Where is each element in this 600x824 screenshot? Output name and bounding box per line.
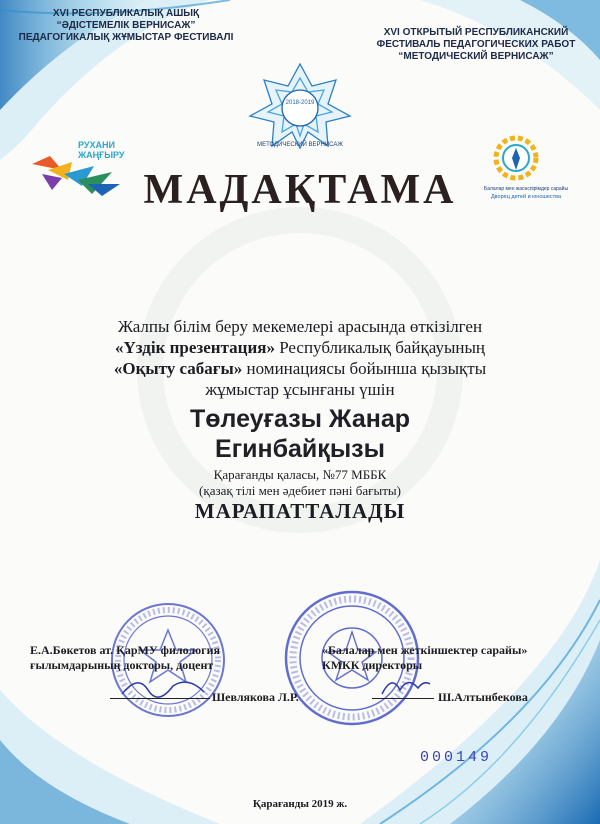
signature-left-name: Шевлякова Л.Р. — [212, 690, 299, 704]
header-right-line2: ФЕСТИВАЛЬ ПЕДАГОГИЧЕСКИХ РАБОТ — [376, 39, 576, 50]
rukhani-logo-line2: ЖАҢҒЫРУ — [78, 150, 125, 160]
recipient-name-line2: Егинбайқызы — [215, 435, 385, 463]
signature-left-line2: ғылымдарының докторы, доцент — [30, 658, 214, 672]
header-left-line2: “ӘДІСТЕМЕЛІК ВЕРНИСАЖ” — [56, 20, 196, 31]
header-left — [10, 8, 242, 44]
body-line-1: Жалпы білім беру мекемелері арасында өткізілген — [117, 317, 483, 336]
awarded-text: МАРАПАТТАЛАДЫ — [194, 499, 406, 523]
recipient-org-line2: (қазақ тілі мен әдебиет пәні бағыты) — [199, 483, 401, 498]
festival-logo-caption: МЕТОДИЧЕСКИЙ ВЕРНИСАЖ — [257, 142, 343, 148]
header-right — [362, 27, 590, 63]
palace-logo-line1: Балалар мен жасөспірімдер сарайы — [483, 186, 569, 192]
nomination-name: «Оқыту сабағы» — [113, 359, 243, 378]
signature-right-line1: «Балалар мен жеткіншектер сарайы» — [322, 643, 528, 657]
body-line-4: жұмыстар ұсынғаны үшін — [205, 380, 395, 399]
festival-logo-years: 2018-2019 — [285, 100, 315, 106]
header-left-line1: XVI РЕСПУБЛИКАЛЫҚ АШЫҚ — [52, 8, 200, 19]
star-emblem-icon — [228, 60, 372, 152]
body-line-3-rest: номинациясы бойынша қызықты — [242, 359, 487, 378]
recipient-name-line1: Төлеуғазы Жанар — [190, 405, 410, 433]
festival-logo — [228, 60, 372, 152]
header-right-line3: “МЕТОДИЧЕСКИЙ ВЕРНИСАЖ” — [398, 51, 554, 62]
signature-right-line2: КМКК директоры — [322, 658, 423, 672]
body-line-2 — [0, 337, 600, 358]
footer-place-year: Қарағанды 2019 ж. — [252, 798, 348, 810]
body-line-2-rest: Республикалық байқауының — [274, 338, 486, 357]
header-left-line3: ПЕДАГОГИКАЛЫҚ ЖҰМЫСТАР ФЕСТИВАЛІ — [18, 32, 234, 43]
header-right-line1: XVI ОТКРЫТЫЙ РЕСПУБЛИКАНСКИЙ — [383, 27, 569, 38]
palace-logo-line2: Дворец детей и юношества — [490, 194, 562, 200]
signature-right-name: Ш.Алтынбекова — [438, 690, 528, 704]
signature-left-scribble — [118, 672, 208, 702]
body-line-3 — [0, 358, 600, 379]
certificate-title: МАДАҚТАМА — [143, 167, 457, 213]
signature-left-line1: Е.А.Бөкетов ат. ҚарМУ филология — [30, 643, 221, 657]
rukhani-logo-line1: РУХАНИ — [78, 140, 115, 150]
recipient-org-line1: Қарағанды қаласы, №77 МББК — [213, 467, 387, 482]
serial-number: 000149 — [420, 749, 493, 766]
signature-right-scribble — [378, 670, 434, 700]
contest-name: «Үздік презентация» — [114, 338, 275, 357]
